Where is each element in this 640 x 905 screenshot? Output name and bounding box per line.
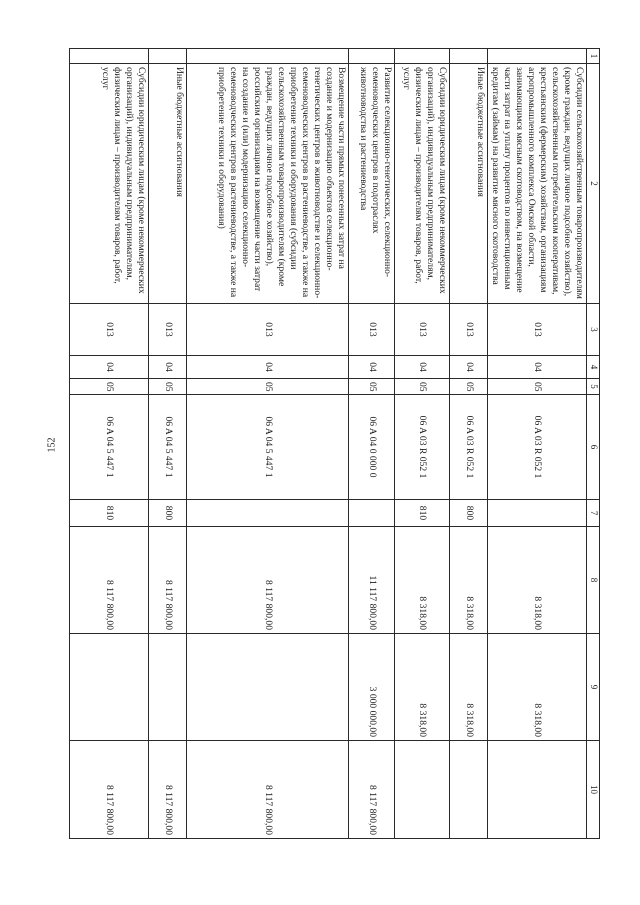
cell-col9: 3 000 000,00 [349,634,395,741]
cell-name: Субсидии сельскохозяйственным товаропроизводителям (кроме граждан, ведущих личное подсобное хозяйство), сельскохозяйственным потребительским кооперативам, крестьянским (фермерским) хозяйствам, организациям агропромышленного комплекса Омской области, занимающимся мясным скотоводством, на возмещение части затрат на уплату процентов по инвестиционным кредитам (займам) на развитие мясного скотоводства [488,64,587,304]
cell-name: Иные бюджетные ассигнования [450,64,488,304]
cell-expense-type: 810 [395,500,450,527]
cell-section: 04 [349,356,395,379]
cell-target-article: 06 A 03 R 052 1 [395,395,450,500]
cell-subsection: 05 [187,379,349,395]
cell-ministry: 013 [349,304,395,356]
cell-blank [488,49,587,64]
cell-target-article: 06 A 04 0 000 0 [349,395,395,500]
table-row [349,49,395,839]
cell-name: Субсидии юридическим лицам (кроме некоммерческих организаций), индивидуальным предпринимателям, физическим лицам – производителям товаров, работ, услуг [70,64,149,304]
cell-total: 8 117 800,00 [149,527,187,634]
cell-ministry: 013 [395,304,450,356]
cell-expense-type: 810 [70,500,149,527]
cell-subsection: 05 [149,379,187,395]
cell-ministry: 013 [187,304,349,356]
cell-col10 [450,741,488,839]
cell-col10: 8 117 800,00 [349,741,395,839]
cell-expense-type: 800 [149,500,187,527]
cell-blank [70,49,149,64]
table-row [488,49,587,839]
cell-col9: 8 318,00 [450,634,488,741]
cell-expense-type [488,500,587,527]
cell-name: Иные бюджетные ассигнования [149,64,187,304]
table-row [70,49,149,839]
col-header-4: 4 [587,356,600,379]
table-row [450,49,488,839]
cell-section: 04 [149,356,187,379]
col-header-1: 1 [587,49,600,64]
cell-col9 [149,634,187,741]
cell-target-article: 06 A 03 R 052 1 [488,395,587,500]
col-header-3: 3 [587,304,600,356]
cell-section: 04 [395,356,450,379]
cell-section: 04 [488,356,587,379]
cell-blank [149,49,187,64]
cell-target-article: 06 A 03 R 052 1 [450,395,488,500]
cell-ministry: 013 [488,304,587,356]
cell-blank [450,49,488,64]
cell-target-article: 06 A 04 5 447 1 [149,395,187,500]
cell-blank [349,49,395,64]
cell-col10: 8 117 800,00 [187,741,349,839]
col-header-2: 2 [587,64,600,304]
cell-section: 04 [450,356,488,379]
table-row [395,49,450,839]
cell-ministry: 013 [149,304,187,356]
budget-table [69,48,600,839]
cell-section: 04 [187,356,349,379]
col-header-9: 9 [587,634,600,741]
cell-col10: 8 117 800,00 [149,741,187,839]
cell-name: Развитие селекционно-генетических, селекционно-семеноводческих центров в подотраслях животноводства и растениеводства [349,64,395,304]
cell-subsection: 05 [395,379,450,395]
cell-col10 [488,741,587,839]
col-header-8: 8 [587,527,600,634]
col-header-10: 10 [587,741,600,839]
cell-blank [187,49,349,64]
cell-col9 [187,634,349,741]
cell-subsection: 05 [488,379,587,395]
cell-col10 [395,741,450,839]
cell-expense-type [349,500,395,527]
cell-blank [395,49,450,64]
cell-name: Субсидии юридическим лицам (кроме некоммерческих организаций), индивидуальным предпринимателям, физическим лицам – производителям товаров, работ, услуг [395,64,450,304]
cell-expense-type: 800 [450,500,488,527]
cell-total: 8 117 800,00 [187,527,349,634]
cell-col9 [70,634,149,741]
table-row [187,49,349,839]
cell-subsection: 05 [70,379,149,395]
cell-subsection: 05 [349,379,395,395]
col-header-7: 7 [587,500,600,527]
cell-col9: 8 318,00 [488,634,587,741]
cell-ministry: 013 [450,304,488,356]
header-row [587,49,600,839]
cell-expense-type [187,500,349,527]
cell-col9: 8 318,00 [395,634,450,741]
cell-total: 8 318,00 [395,527,450,634]
cell-name: Возмещение части прямых понесенных затрат на создание и модернизацию объектов селекционно-генетических центров в животноводстве и селекционно-семеноводческих центров в растениеводстве, а также на приобретение техники и оборудования (субсидии сельскохозяйственным товаропроизводителям (кроме граждан, ведущих личное подсобное хозяйство), российским организациям на возмещение части затрат на создание и (или) модернизацию селекционно-семеноводческих центров в растениеводстве, а также на приобретение техники и оборудования) [187,64,349,304]
cell-subsection: 05 [450,379,488,395]
table-row [149,49,187,839]
cell-target-article: 06 A 04 5 447 1 [70,395,149,500]
cell-ministry: 013 [70,304,149,356]
cell-total: 8 318,00 [450,527,488,634]
cell-target-article: 06 A 04 5 447 1 [187,395,349,500]
col-header-6: 6 [587,395,600,500]
page-number: 152 [46,437,58,453]
budget-table-page [72,48,600,838]
cell-total: 8 117 800,00 [70,527,149,634]
cell-total: 11 117 800,00 [349,527,395,634]
col-header-5: 5 [587,379,600,395]
cell-col10: 8 117 800,00 [70,741,149,839]
cell-section: 04 [70,356,149,379]
cell-total: 8 318,00 [488,527,587,634]
